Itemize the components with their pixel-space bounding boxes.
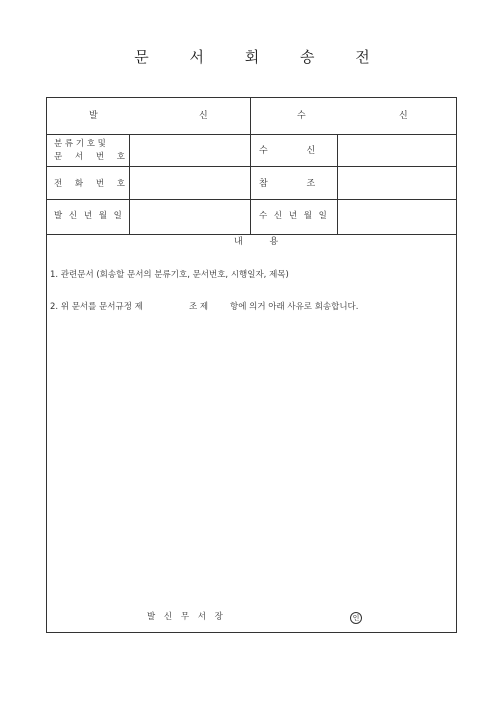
- classification-label-line2: 문 서 번 호: [54, 152, 130, 162]
- content-line-1: 1. 관련문서 (회송할 문서의 분류기호, 문서번호, 시행일자, 제목): [50, 270, 289, 280]
- form-table: [46, 97, 457, 633]
- row-divider: [47, 166, 456, 167]
- sender-header-left: 발: [89, 111, 98, 121]
- receiver-label: 수 신: [259, 146, 334, 156]
- row-divider: [47, 199, 456, 200]
- content-heading: 내 용: [234, 237, 291, 247]
- content-line-2a: 2. 위 문서를 문서규정 제: [50, 302, 143, 312]
- sender-office-head: 발 신 무 서 장: [147, 612, 226, 622]
- reference-label: 참 조: [259, 179, 334, 189]
- content-line-2b: 조 제: [189, 302, 209, 312]
- receiver-header-left: 수: [297, 111, 306, 121]
- send-date-label: 발 신 년 월 일: [54, 211, 124, 221]
- content-line-2c: 항에 의거 아래 사유로 회송합니다.: [230, 302, 359, 312]
- phone-label: 전 화 번 호: [54, 179, 130, 189]
- sender-header-right: 신: [199, 111, 208, 121]
- seal-icon: 인: [350, 612, 362, 624]
- column-divider: [337, 134, 338, 234]
- document-title: 문 서 회 송 전: [134, 48, 388, 66]
- column-divider: [250, 98, 251, 234]
- classification-label-line1: 분 류 기 호 및: [54, 139, 106, 149]
- receiver-header-right: 신: [399, 111, 408, 121]
- receive-date-label: 수 신 년 월 일: [259, 211, 329, 221]
- row-divider: [47, 134, 456, 135]
- row-divider: [47, 234, 456, 235]
